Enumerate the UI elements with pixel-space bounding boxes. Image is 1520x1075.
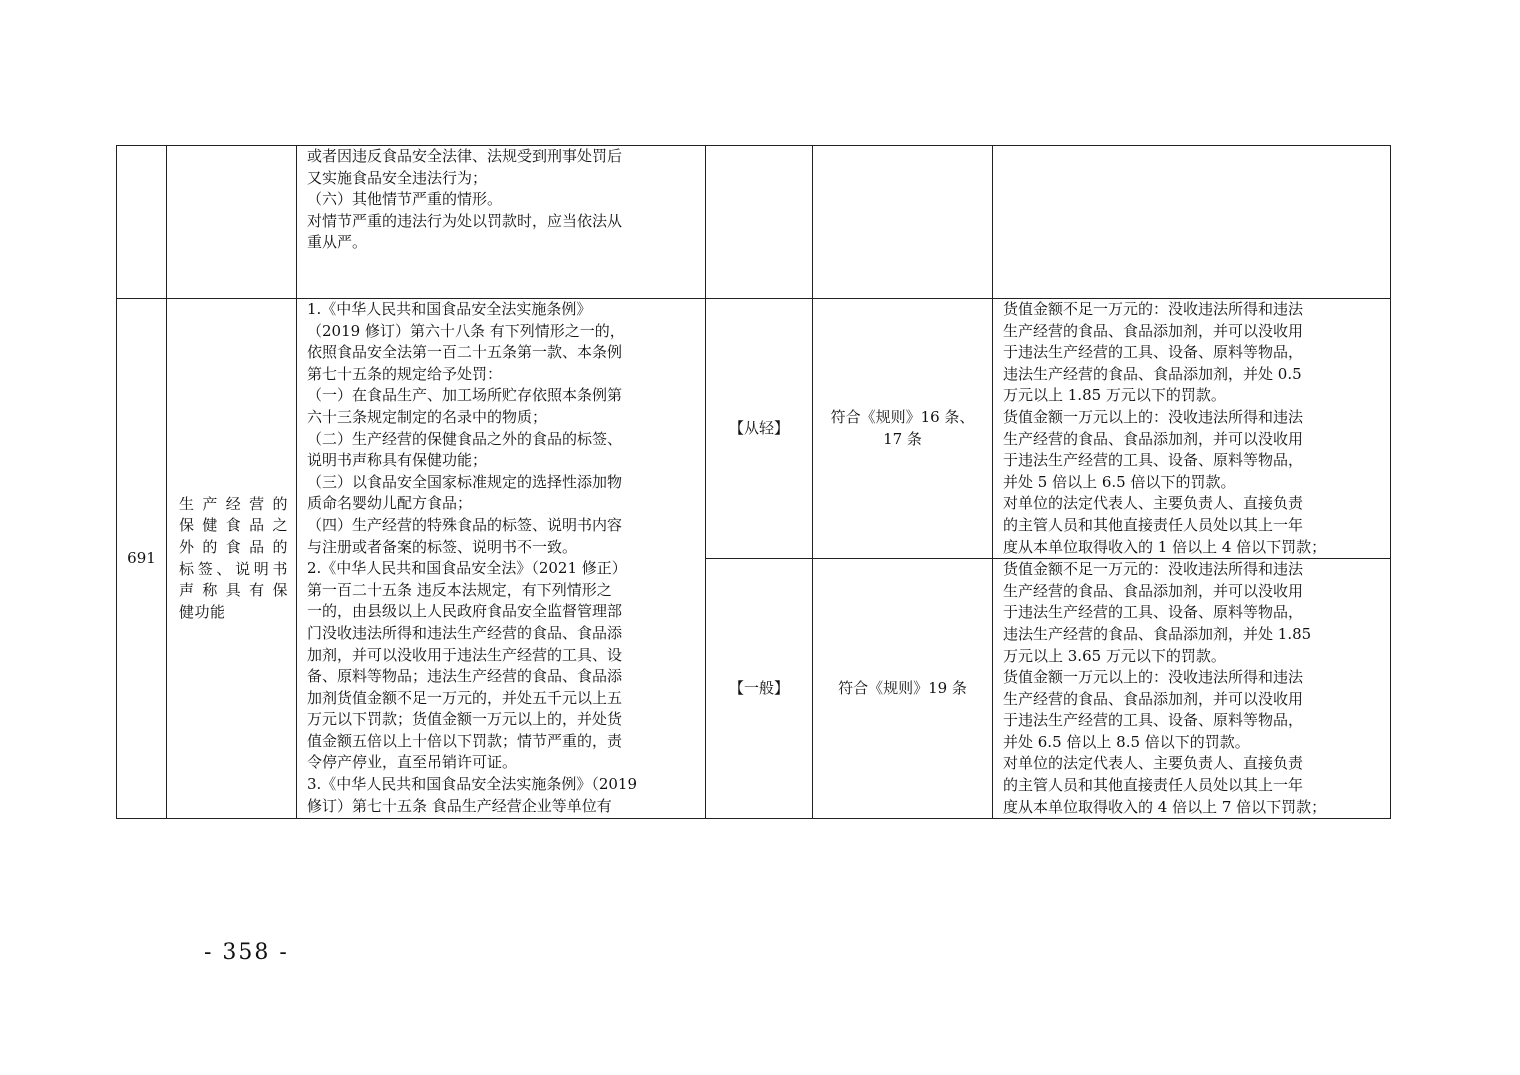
violation-item-line: 生产经营的 <box>179 494 288 513</box>
violation-item-line: 健功能 <box>179 602 226 621</box>
penalty-standard: 货值金额不足一万元的：没收违法所得和违法 生产经营的食品、食品添加剂，并可以没收用 于违法生产经营的工具、设备、原料等物品， 违法生产经营的食品、食品添加剂，并处 1.85 万元以上 3.65 万元以下的罚款。 货值金额一万元以上的：没收违法所得和违法 生产经营的食品、食品添加剂，并可以没收用 于违法生产经营的工具、设备、原料等物品， 并处 6.5 倍以上 8.5 倍以下的罚款。 对单位的法定代表人、主要负责人、直接负责 的主管人员和其他直接责任人员处以其上一年 度从本单位取得收入的 4 倍以上 7 倍以下罚款； <box>1003 560 1327 816</box>
violation-item-line: 声称具有保 <box>179 581 288 600</box>
penalty-cell-empty <box>993 146 1391 299</box>
penalty-standard-cell <box>993 299 1391 559</box>
violation-item-line: 标签、说明书 <box>179 559 288 578</box>
number-cell-empty <box>117 146 167 299</box>
level-cell-empty <box>706 146 813 299</box>
legal-basis-cell <box>297 299 706 819</box>
legal-basis-text: 1.《中华人民共和国食品安全法实施条例》 （2019 修订）第六十八条 有下列情形之一的， 依照食品安全法第一百二十五条第一款、本条例 第七十五条的规定给予处罚： （一）在食品生产、加工场所贮存依照本条例第 六十三条规定制定的名录中的物质； （二）生产经营的保健食品之外的食品的标签、 说明书声称具有保健功能； （三）以食品安全国家标准规定的选择性添加物 质命名婴幼儿配方食品； （四）生产经营的特殊食品的标签、说明书内容 与注册或者备案的标签、说明书不一致。 2.《中华人民共和国食品安全法》（2021 修正） 第一百二十五条 违反本法规定，有下列情形之 一的，由县级以上人民政府食品安全监督管理部 门没收违法所得和违法生产经营的食品、食品添 加剂，并可以没收用于违法生产经营的工具、设 备、原料等物品；违法生产经营的食品、食品添 加剂货值金额不足一万元的，并处五千元以上五 万元以下罚款；货值金额一万元以上的，并处货 值金额五倍以上十倍以下罚款；情节严重的，责 令停产停业，直至吊销许可证。 3.《中华人民共和国食品安全法实施条例》（2019 修订）第七十五条 食品生产经营企业等单位有 <box>307 300 637 815</box>
violation-item-line: 保健食品之 <box>179 516 288 535</box>
basis-cell-empty <box>813 146 993 299</box>
applicable-rule-cell <box>813 299 993 559</box>
applicable-rule-cell <box>813 559 993 819</box>
entry-number: 691 <box>117 299 167 819</box>
discretion-level: 【从轻】 <box>706 299 813 559</box>
table-row-691-lenient <box>117 299 1391 559</box>
discretion-level: 【一般】 <box>706 559 813 819</box>
table-row-continued <box>117 146 1391 299</box>
penalty-standard-table <box>116 145 1391 819</box>
item-cell-empty <box>167 146 297 299</box>
legal-basis-text: 或者因违反食品安全法律、法规受到刑事处罚后 又实施食品安全违法行为； （六）其他情节严重的情形。 对情节严重的违法行为处以罚款时，应当依法从 重从严。 <box>307 147 623 252</box>
penalty-standard-cell <box>993 559 1391 819</box>
page-number: - 358 - <box>204 940 289 965</box>
legal-basis-cell <box>297 146 706 299</box>
violation-item-line: 外的食品的 <box>179 538 288 557</box>
violation-item <box>167 299 297 819</box>
applicable-rule: 符合《规则》16 条、 17 条 <box>830 407 975 448</box>
penalty-standard: 货值金额不足一万元的：没收违法所得和违法 生产经营的食品、食品添加剂，并可以没收用 于违法生产经营的工具、设备、原料等物品， 违法生产经营的食品、食品添加剂，并处 0.5 万元以上 1.85 万元以下的罚款。 货值金额一万元以上的：没收违法所得和违法 生产经营的食品、食品添加剂，并可以没收用 于违法生产经营的工具、设备、原料等物品， 并处 5 倍以上 6.5 倍以下的罚款。 对单位的法定代表人、主要负责人、直接负责 的主管人员和其他直接责任人员处以其上一年 度从本单位取得收入的 1 倍以上 4 倍以下罚款； <box>1003 300 1327 556</box>
applicable-rule: 符合《规则》19 条 <box>838 678 967 697</box>
